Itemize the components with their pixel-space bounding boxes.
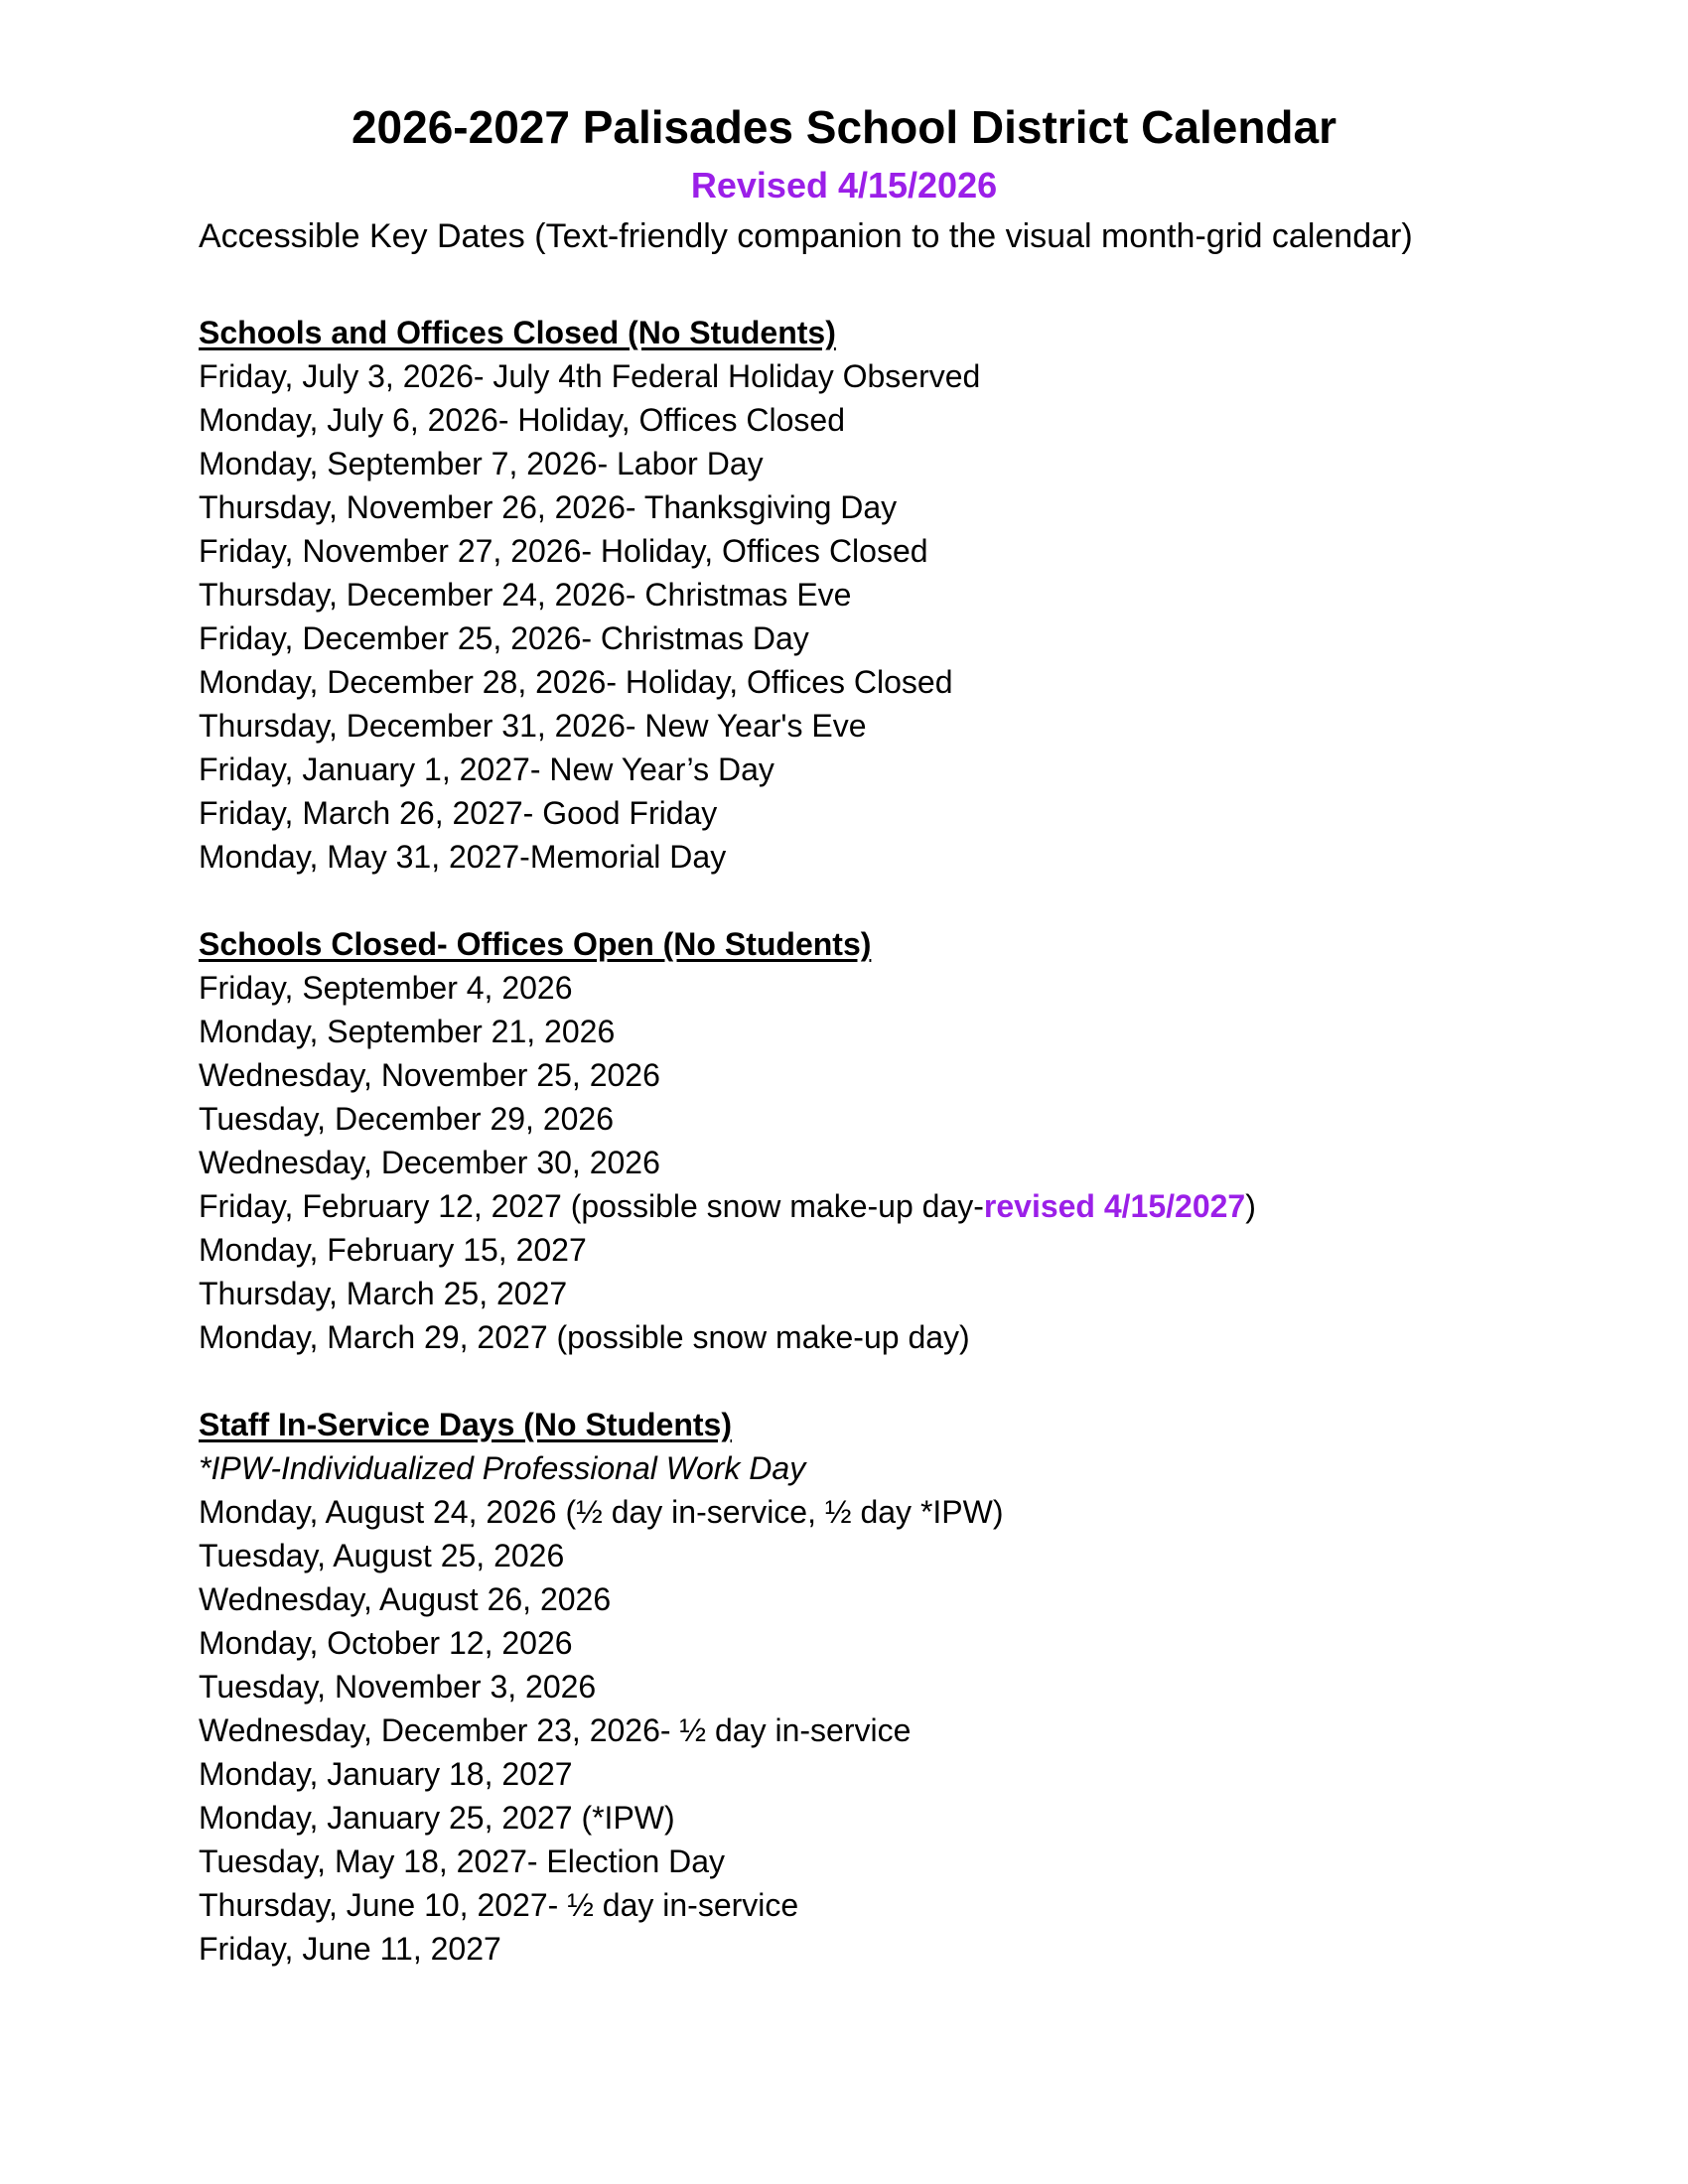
date-entry-revised xyxy=(199,1184,1589,1228)
date-entry: Monday, December 28, 2026- Holiday, Offices Closed xyxy=(199,664,953,700)
date-entry: Wednesday, August 26, 2026 xyxy=(199,1581,612,1617)
date-entry: Thursday, November 26, 2026- Thanksgiving Day xyxy=(199,489,898,525)
date-entry: Monday, March 29, 2027 (possible snow make-up day) xyxy=(199,1319,970,1355)
date-entry: Thursday, March 25, 2027 xyxy=(199,1276,568,1311)
revision-date: Revised 4/15/2026 xyxy=(690,165,998,205)
date-entry: Monday, September 21, 2026 xyxy=(199,1014,616,1049)
date-entry: Wednesday, December 30, 2026 xyxy=(199,1145,660,1180)
section-heading: Schools Closed- Offices Open (No Students) xyxy=(199,926,872,962)
date-entry: Monday, September 7, 2026- Labor Day xyxy=(199,446,764,481)
date-entry: Thursday, June 10, 2027- ½ day in-service xyxy=(199,1887,799,1923)
date-entry: Monday, July 6, 2026- Holiday, Offices Closed xyxy=(199,402,845,438)
date-entry: Thursday, December 24, 2026- Christmas Eve xyxy=(199,577,852,613)
date-entry: Friday, July 3, 2026- July 4th Federal Holiday Observed xyxy=(199,358,981,394)
date-entry-text: Friday, February 12, 2027 (possible snow make-up day- xyxy=(199,1188,984,1224)
date-entry: Tuesday, May 18, 2027- Election Day xyxy=(199,1843,726,1879)
date-entry-text-end: ) xyxy=(1245,1188,1256,1224)
date-entry: Monday, January 18, 2027 xyxy=(199,1756,573,1792)
section-heading: Schools and Offices Closed (No Students) xyxy=(199,315,836,350)
section-staff-in-service xyxy=(199,1403,1589,1971)
document-subtitle: Accessible Key Dates (Text-friendly companion to the visual month-grid calendar) xyxy=(199,217,1413,255)
date-entry: Friday, November 27, 2026- Holiday, Offices Closed xyxy=(199,533,928,569)
date-entry: Wednesday, December 23, 2026- ½ day in-service xyxy=(199,1712,912,1748)
ipw-note: *IPW-Individualized Professional Work Day xyxy=(199,1450,806,1486)
date-entry: Monday, February 15, 2027 xyxy=(199,1232,587,1268)
date-entry: Monday, May 31, 2027-Memorial Day xyxy=(199,839,727,875)
key-dates-content xyxy=(199,311,1589,2014)
date-entry: Wednesday, November 25, 2026 xyxy=(199,1057,660,1093)
document-title: 2026-2027 Palisades School District Calendar xyxy=(351,101,1337,153)
date-entry: Monday, October 12, 2026 xyxy=(199,1625,573,1661)
date-entry: Tuesday, August 25, 2026 xyxy=(199,1538,565,1573)
date-entry: Monday, August 24, 2026 (½ day in-service, ½ day *IPW) xyxy=(199,1494,1004,1530)
date-entry: Tuesday, November 3, 2026 xyxy=(199,1669,597,1705)
date-entry: Friday, December 25, 2026- Christmas Day xyxy=(199,620,809,656)
date-entry: Thursday, December 31, 2026- New Year's Eve xyxy=(199,708,867,744)
section-schools-closed-offices-open xyxy=(199,922,1589,1359)
date-entry: Friday, March 26, 2027- Good Friday xyxy=(199,795,718,831)
section-heading: Staff In-Service Days (No Students) xyxy=(199,1407,732,1442)
section-closed-all xyxy=(199,311,1589,879)
date-entry: Friday, June 11, 2027 xyxy=(199,1931,501,1967)
revision-note: revised 4/15/2027 xyxy=(983,1188,1246,1224)
date-entry: Friday, January 1, 2027- New Year’s Day xyxy=(199,751,774,787)
date-entry: Tuesday, December 29, 2026 xyxy=(199,1101,615,1137)
date-entry: Friday, September 4, 2026 xyxy=(199,970,573,1006)
date-entry: Monday, January 25, 2027 (*IPW) xyxy=(199,1800,675,1836)
